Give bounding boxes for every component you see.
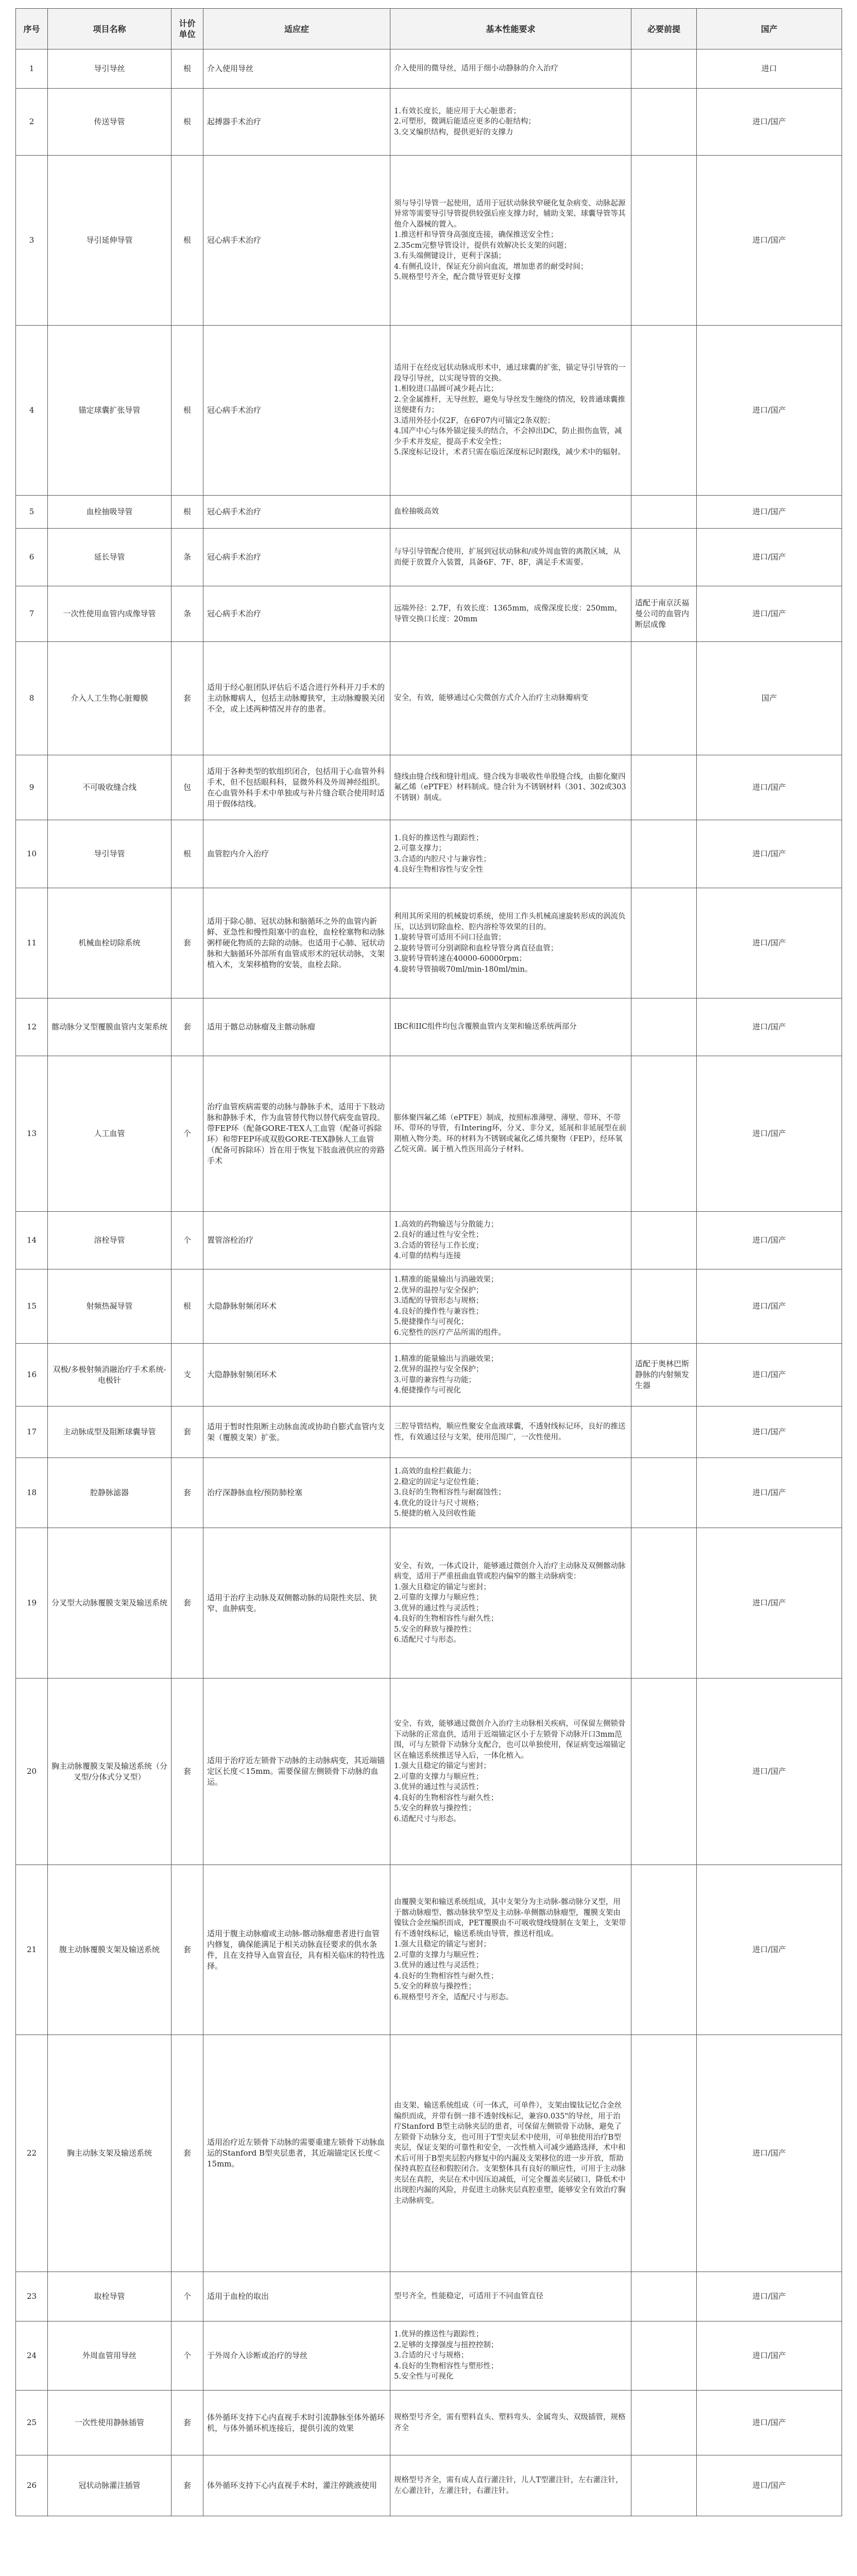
- table-row: [16, 1458, 842, 1528]
- cell-pre: [631, 1406, 697, 1458]
- cell-pre: [631, 1458, 697, 1528]
- cell-ind: 适用于除心肺、冠状动脉和脑循环之外的血管内新鲜、亚急性和慢性阻塞中的血栓，血栓栓塞物和动脉粥样硬化物质的去除的动脉。也适用于心肺、冠状动脉和大脑循环外部所有血管成形术的冠状动脉，支架植入术，支架移植物的安装，血栓去除。: [203, 888, 390, 998]
- cell-unit: 条: [172, 529, 203, 586]
- cell-ind: 适用于暂时性阻断主动脉血流或协助自膨式血管内支架（覆膜支架）扩张。: [203, 1406, 390, 1458]
- cell-name: 腔静脉滤器: [48, 1458, 172, 1528]
- header-cell: 基本性能要求: [390, 9, 631, 49]
- cell-unit: 套: [172, 1865, 203, 2035]
- cell-unit: 套: [172, 1406, 203, 1458]
- cell-dom: 进口/国产: [697, 156, 842, 326]
- cell-pre: [631, 1269, 697, 1344]
- cell-dom: 国产: [697, 642, 842, 755]
- cell-req: 1.高效的药物输送与分散能力； 2.良好的通过性与安全性； 3.合适的管径与工作长度； 4.可靠的结构与连接: [390, 1212, 631, 1269]
- cell-pre: [631, 1528, 697, 1679]
- cell-name: 外周血管用导丝: [48, 2321, 172, 2391]
- cell-pre: [631, 49, 697, 89]
- cell-pre: 适配于奥林巴斯静脉的内射频发生器: [631, 1344, 697, 1406]
- cell-no: 22: [16, 2035, 48, 2272]
- cell-no: 6: [16, 529, 48, 586]
- table-row: [16, 2272, 842, 2321]
- cell-ind: 起搏器手术治疗: [203, 89, 390, 156]
- cell-unit: 个: [172, 1056, 203, 1212]
- cell-no: 8: [16, 642, 48, 755]
- cell-unit: 根: [172, 156, 203, 326]
- cell-unit: 根: [172, 326, 203, 496]
- cell-req: 1.精准的能量输出与消融效果； 2.优异的温控与安全保护； 3.可靠的兼容性与功能； 4.便捷操作与可视化: [390, 1344, 631, 1406]
- cell-name: 不可吸收缝合线: [48, 755, 172, 820]
- cell-dom: 进口/国产: [697, 755, 842, 820]
- cell-ind: 适用于治疗近左锁骨下动脉的主动脉病变，其近端锚定区长度＜15mm。需要保留左侧锁骨下动脉的血运。: [203, 1679, 390, 1865]
- cell-name: 血栓抽吸导管: [48, 496, 172, 529]
- cell-unit: 套: [172, 1528, 203, 1679]
- cell-req: 安全、有效，能够通过微创介入治疗主动脉相关疾病，可保留左侧锁骨下动脉的正常血供，适用于近端锚定区小于左锁骨下动脉开口3mm范围，可与左锁骨下动脉分支配合，也可以单独使用，保证病变远端锚定区在输送系统推送导入后，一体化植入。 1.强大且稳定的锚定与密封； 2.可靠的支撑力与顺应性； 3.优异的通过性与灵活性； 4.良好的生物相容性与耐久性； 5.安全的释放与操控性； 6.适配尺寸与形态。: [390, 1679, 631, 1865]
- table-row: [16, 1269, 842, 1344]
- table-row: [16, 1865, 842, 2035]
- cell-req: 1.良好的推送性与跟踪性； 2.可靠支撑力； 3.合适的内腔尺寸与兼容性； 4.良好生物相容性与安全性: [390, 820, 631, 888]
- table-row: [16, 2035, 842, 2272]
- cell-unit: 套: [172, 2391, 203, 2455]
- table-row: [16, 820, 842, 888]
- consumables-requirements-table: [15, 8, 842, 2516]
- cell-dom: 进口/国产: [697, 586, 842, 642]
- cell-unit: 根: [172, 496, 203, 529]
- cell-no: 15: [16, 1269, 48, 1344]
- table-body: [16, 49, 842, 2516]
- cell-unit: 条: [172, 586, 203, 642]
- cell-unit: 套: [172, 998, 203, 1056]
- cell-ind: 治疗血管疾病需要的动脉与静脉手术，适用于下肢动脉和静脉手术，作为血管替代物以替代病变血管段。带FEP环（配备GORE-TEX人工血管（配备可拆除环）和带FEP环或双股GORE-TEX静脉人工血管（配备可拆除环）旨在用于恢复下肢血液供应的旁路手术: [203, 1056, 390, 1212]
- cell-dom: 进口/国产: [697, 998, 842, 1056]
- cell-no: 21: [16, 1865, 48, 2035]
- header-cell: 项目名称: [48, 9, 172, 49]
- cell-pre: [631, 998, 697, 1056]
- cell-ind: 适用治疗近左锁骨下动脉的需要重建左锁骨下动脉血运的Stanford B型夹层患者，其近端锚定区长度＜15mm。: [203, 2035, 390, 2272]
- cell-no: 26: [16, 2455, 48, 2516]
- cell-pre: [631, 1679, 697, 1865]
- cell-no: 20: [16, 1679, 48, 1865]
- table-row: [16, 529, 842, 586]
- cell-dom: 进口/国产: [697, 1458, 842, 1528]
- table-row: [16, 998, 842, 1056]
- cell-unit: 套: [172, 642, 203, 755]
- cell-unit: 根: [172, 89, 203, 156]
- cell-req: 由支架、输送系统组成（可一体式，可单件），支架由镍钛记忆合金丝编织而成，并带有倒一排不透射线标记，兼容0.035"的导丝，用于治疗Stanford B型主动脉夹层的患者，可保留左侧锁骨下动脉，避免了左锁骨下动脉分支，也可用于T型夹层术中使用，可单独使用治疗B型夹层，保证支架的可靠性和安全，一次性植入可减少通路选择，术中和术后可用于B型夹层腔内修复中的内漏及支架移位的进一步开放，帮助保持真腔直径和假腔闭合。支架整体具有良好的顺应性，可用于主动脉夹层在真腔，夹层在术中因压迫减低，可完全覆盖夹层破口，降低术中出现腔内漏的风险，并促进主动脉夹层真腔重塑，能够安全有效治疗胸主动脉病变。: [390, 2035, 631, 2272]
- cell-pre: [631, 1212, 697, 1269]
- cell-ind: 适用于血栓的取出: [203, 2272, 390, 2321]
- cell-req: 利用其所采用的机械旋切系统，使用工作头机械高速旋转形成的涡流负压，以达到切除血栓、腔内溶栓等效果的目的。 1.旋转导管可适用不同口径血管； 2.旋转导管可分别剥除和血栓导管分离直径血管； 3.旋转导管转速在40000-60000rpm； 4.旋转导管抽吸70ml/min-180ml/min。: [390, 888, 631, 998]
- cell-no: 16: [16, 1344, 48, 1406]
- cell-pre: [631, 2391, 697, 2455]
- cell-no: 10: [16, 820, 48, 888]
- cell-ind: 体外循环支持下心内直视手术时引流静脉至体外循环机，与体外循环机连接后，提供引流的效果: [203, 2391, 390, 2455]
- cell-dom: 进口/国产: [697, 1528, 842, 1679]
- cell-ind: 治疗深静脉血栓/预防肺栓塞: [203, 1458, 390, 1528]
- cell-unit: 个: [172, 1212, 203, 1269]
- cell-no: 2: [16, 89, 48, 156]
- cell-unit: 根: [172, 1269, 203, 1344]
- cell-pre: 适配于南京沃福曼公司的血管内断层成像: [631, 586, 697, 642]
- cell-ind: 冠心病手术治疗: [203, 529, 390, 586]
- cell-dom: 进口/国产: [697, 2455, 842, 2516]
- cell-req: 远端外径：2.7F，有效长度：1365mm，成像深度长度：250mm，导管交换口长度：20mm: [390, 586, 631, 642]
- table-row: [16, 1344, 842, 1406]
- cell-unit: 套: [172, 1458, 203, 1528]
- table-row: [16, 1056, 842, 1212]
- cell-dom: 进口/国产: [697, 1406, 842, 1458]
- cell-name: 主动脉成型及阻断球囊导管: [48, 1406, 172, 1458]
- cell-ind: 冠心病手术治疗: [203, 496, 390, 529]
- cell-req: 与导引导管配合使用，扩展到冠状动脉和/或外周血管的离散区域，从而便于放置介入装置，具备6F、7F、8F，满足手术需要。: [390, 529, 631, 586]
- cell-name: 导引导丝: [48, 49, 172, 89]
- cell-name: 射频热凝导管: [48, 1269, 172, 1344]
- table-row: [16, 326, 842, 496]
- cell-name: 延长导管: [48, 529, 172, 586]
- cell-unit: 套: [172, 1679, 203, 1865]
- cell-dom: 进口/国产: [697, 1865, 842, 2035]
- cell-ind: 冠心病手术治疗: [203, 326, 390, 496]
- cell-pre: [631, 1865, 697, 2035]
- cell-ind: 大隐静脉射频闭环术: [203, 1344, 390, 1406]
- cell-req: 型号齐全，性能稳定，可适用于不同血管直径: [390, 2272, 631, 2321]
- cell-unit: 个: [172, 2272, 203, 2321]
- cell-req: 由覆膜支架和输送系统组成，其中支架分为主动脉-髂动脉分叉型，用于髂动脉瘤型、髂动脉狭窄型及主动脉-单侧髂动脉瘤型，覆膜支架由镍钛合金丝编织而成，PET覆膜由不可吸收缝线缝制在支架上，支架带有不透射线标记，输送系统由导管，推送杆组成。 1.强大且稳定的锚定与密封； 2.可靠的支撑力与顺应性； 3.优异的通过性与灵活性； 4.良好的生物相容性与耐久性； 5.安全的释放与操控性； 6.规格型号齐全，适配尺寸与形态。: [390, 1865, 631, 2035]
- procurement-table-sheet: [15, 8, 842, 2516]
- table-row: [16, 49, 842, 89]
- table-row: [16, 888, 842, 998]
- cell-ind: 冠心病手术治疗: [203, 586, 390, 642]
- cell-no: 19: [16, 1528, 48, 1679]
- cell-name: 一次性使用静脉插管: [48, 2391, 172, 2455]
- cell-dom: 进口/国产: [697, 1679, 842, 1865]
- table-row: [16, 2455, 842, 2516]
- cell-name: 髂动脉分叉型覆膜血管内支架系统: [48, 998, 172, 1056]
- cell-name: 人工血管: [48, 1056, 172, 1212]
- cell-dom: 进口/国产: [697, 326, 842, 496]
- cell-req: 缝线由缝合线和缝针组成。缝合线为非吸收性单股缝合线，由膨化聚四氟乙烯（ePTFE）材料制成。缝合针为不锈钢材料（301、302或303不锈钢）制成。: [390, 755, 631, 820]
- cell-dom: 进口/国产: [697, 2391, 842, 2455]
- cell-dom: 进口/国产: [697, 1269, 842, 1344]
- cell-ind: 适用于腹主动脉瘤或主动脉-髂动脉瘤患者进行血管内修复，确保能满足于相关动脉直径要求的供水条件，且在支持导入血管直径，具有相关临床的特性选择。: [203, 1865, 390, 2035]
- cell-req: 1.优异的推送性与跟踪性； 2.足够的支撑强度与扭控控制； 3.合适的尺寸与规格； 4.良好的生物相容性与塑形性； 5.安全性与可视化: [390, 2321, 631, 2391]
- cell-ind: 血管腔内介入治疗: [203, 820, 390, 888]
- cell-name: 传送导管: [48, 89, 172, 156]
- cell-dom: 进口/国产: [697, 496, 842, 529]
- cell-name: 胸主动脉支架及输送系统: [48, 2035, 172, 2272]
- cell-ind: 适用于髂总动脉瘤及主髂动脉瘤: [203, 998, 390, 1056]
- cell-req: IBC和IIC组件均包含覆膜血管内支架和输送系统两部分: [390, 998, 631, 1056]
- cell-name: 溶栓导管: [48, 1212, 172, 1269]
- table-row: [16, 496, 842, 529]
- cell-req: 介入使用的微导丝，适用于细小动静脉的介入治疗: [390, 49, 631, 89]
- cell-dom: 进口/国产: [697, 1056, 842, 1212]
- cell-no: 18: [16, 1458, 48, 1528]
- cell-dom: 进口/国产: [697, 2035, 842, 2272]
- table-row: [16, 642, 842, 755]
- table-row: [16, 1212, 842, 1269]
- cell-no: 13: [16, 1056, 48, 1212]
- cell-name: 导引延伸导管: [48, 156, 172, 326]
- cell-ind: 大隐静脉射频闭环术: [203, 1269, 390, 1344]
- cell-unit: 支: [172, 1344, 203, 1406]
- cell-ind: 介入使用导丝: [203, 49, 390, 89]
- cell-name: 双极/多极射频消融治疗手术系统-电极针: [48, 1344, 172, 1406]
- cell-pre: [631, 89, 697, 156]
- cell-name: 分叉型大动脉覆膜支架及输送系统: [48, 1528, 172, 1679]
- header-cell: 序号: [16, 9, 48, 49]
- cell-unit: 套: [172, 2035, 203, 2272]
- cell-pre: [631, 755, 697, 820]
- cell-ind: 于外周介入诊断或治疗的导丝: [203, 2321, 390, 2391]
- cell-name: 取栓导管: [48, 2272, 172, 2321]
- table-header-row: [16, 9, 842, 49]
- cell-pre: [631, 326, 697, 496]
- table-row: [16, 755, 842, 820]
- cell-no: 17: [16, 1406, 48, 1458]
- cell-req: 1.精准的能量输出与消融效果； 2.优异的温控与安全保护； 3.适配的导管形态与规格； 4.良好的操作性与兼容性； 5.便捷操作与可视化； 6.完整性的医疗产品所需的组件。: [390, 1269, 631, 1344]
- cell-no: 3: [16, 156, 48, 326]
- cell-pre: [631, 2455, 697, 2516]
- table-row: [16, 586, 842, 642]
- cell-name: 一次性使用血管内成像导管: [48, 586, 172, 642]
- cell-req: 安全，有效，能够通过心尖微创方式介入治疗主动脉瓣病变: [390, 642, 631, 755]
- cell-pre: [631, 1056, 697, 1212]
- cell-pre: [631, 2321, 697, 2391]
- cell-unit: 包: [172, 755, 203, 820]
- header-cell: 计价单位: [172, 9, 203, 49]
- cell-unit: 个: [172, 2321, 203, 2391]
- table-row: [16, 1406, 842, 1458]
- cell-dom: 进口/国产: [697, 1212, 842, 1269]
- cell-name: 导引导管: [48, 820, 172, 888]
- cell-pre: [631, 529, 697, 586]
- cell-pre: [631, 2035, 697, 2272]
- cell-dom: 进口/国产: [697, 888, 842, 998]
- cell-req: 1.高效的血栓拦截能力； 2.稳定的固定与定位性能； 3.良好的生物相容性与耐腐蚀性； 4.优化的设计与尺寸规格； 5.便捷的植入及回收性能: [390, 1458, 631, 1528]
- cell-dom: 进口/国产: [697, 820, 842, 888]
- header-cell: 国产: [697, 9, 842, 49]
- cell-req: 安全、有效，一体式设计，能够通过微创介入治疗主动脉及双侧髂动脉病变，适用于严重扭曲血管或腔内偏窄的髂主动脉病变： 1.强大且稳定的锚定与密封； 2.可靠的支撑力与顺应性； 3.优异的通过性与灵活性； 4.良好的生物相容性与耐久性； 5.安全的释放与操控性； 6.适配尺寸与形态。: [390, 1528, 631, 1679]
- cell-dom: 进口/国产: [697, 1344, 842, 1406]
- cell-ind: 适用于经心脏团队评估后不适合进行外科开刀手术的主动脉瓣病人，包括主动脉瓣狭窄，主动脉瓣膜关闭不全，或上述两种情况并存的患者。: [203, 642, 390, 755]
- cell-no: 12: [16, 998, 48, 1056]
- cell-unit: 根: [172, 49, 203, 89]
- cell-req: 三腔导管结构，顺应性聚安全血液球囊，不透射线标记环，良好的推送性，有效通过径与支架，使用范围广，一次性使用。: [390, 1406, 631, 1458]
- cell-no: 25: [16, 2391, 48, 2455]
- cell-no: 5: [16, 496, 48, 529]
- cell-req: 1.有效长度长，能应用于大心脏患者； 2.可塑形，微调后能适应更多的心脏结构； 3.交叉编织结构，提供更好的支撑力: [390, 89, 631, 156]
- cell-ind: 适用于各种类型的软组织闭合，包括用于心血管外科手术，但不包括眼科科，显微外科及外周神经组织。在心血管外科手术中单独或与补片缝合联合使用时适用于假体结线。: [203, 755, 390, 820]
- cell-name: 胸主动脉覆膜支架及输送系统（分叉型/分体式分叉型）: [48, 1679, 172, 1865]
- cell-req: 膨体聚四氟乙烯（ePTFE）制成，按照标准薄壁、薄壁、带环、不带环、带环的导管，有Intering环，分叉、非分叉，延展和非延展型在前期植入物分类。环的材料为不锈钢或氟化乙烯共聚物（FEP），经环氧乙烷灭菌。属于植入性医用高分子材料。: [390, 1056, 631, 1212]
- table-row: [16, 2321, 842, 2391]
- cell-no: 24: [16, 2321, 48, 2391]
- cell-name: 介入人工生物心脏瓣膜: [48, 642, 172, 755]
- cell-ind: 适用于治疗主动脉及双侧髂动脉的局限性夹层、狭窄、血肿病变。: [203, 1528, 390, 1679]
- cell-pre: [631, 888, 697, 998]
- table-row: [16, 1679, 842, 1865]
- cell-unit: 套: [172, 888, 203, 998]
- cell-no: 14: [16, 1212, 48, 1269]
- cell-no: 23: [16, 2272, 48, 2321]
- cell-name: 机械血栓切除系统: [48, 888, 172, 998]
- cell-req: 适用于在经皮冠状动脉成形术中，通过球囊的扩张，锚定导引导管的一段导引导丝，以实现导管的交换。 1.相较进口晶圆可减少耗占比； 2.全金属推杆，无导丝腔，避免与导丝发生缠绕的情况，较普通球囊推送便捷有力； 3.适用外径小仅2F，在6F07内可锚定2条双腔； 4.国产中心与体外锚定接头的结合，不会掉出DC，防止损伤血管，减少手术并发症，提高手术安全性； 5.深度标记设计，术者只需在临近深度标记时跟线，减少术中的辐射。: [390, 326, 631, 496]
- header-cell: 适应症: [203, 9, 390, 49]
- cell-name: 锚定球囊扩张导管: [48, 326, 172, 496]
- table-row: [16, 1528, 842, 1679]
- cell-dom: 进口: [697, 49, 842, 89]
- cell-ind: 冠心病手术治疗: [203, 156, 390, 326]
- cell-req: 规格型号齐全，需有成人直行灌注针，儿人T型灌注针，左右灌注针，左心灌注针，左灌注针，右灌注针。: [390, 2455, 631, 2516]
- cell-pre: [631, 496, 697, 529]
- cell-pre: [631, 2272, 697, 2321]
- cell-req: 血栓抽吸高效: [390, 496, 631, 529]
- cell-dom: 进口/国产: [697, 2272, 842, 2321]
- cell-no: 4: [16, 326, 48, 496]
- table-row: [16, 156, 842, 326]
- cell-pre: [631, 820, 697, 888]
- cell-unit: 套: [172, 2455, 203, 2516]
- cell-req: 规格型号齐全，需有塑料直头、塑料弯头、金属弯头、双级插管，规格齐全: [390, 2391, 631, 2455]
- cell-unit: 根: [172, 820, 203, 888]
- cell-no: 1: [16, 49, 48, 89]
- header-cell: 必要前提: [631, 9, 697, 49]
- cell-ind: 体外循环支持下心内直视手术时，灌注停跳液使用: [203, 2455, 390, 2516]
- cell-no: 9: [16, 755, 48, 820]
- cell-req: 须与导引导管一起使用，适用于冠状动脉狭窄硬化复杂病变、动脉起源异常等需要导引导管提供较强后座支撑力时，辅助支架、球囊导管等其他介入器械的置入。 1.推送杆和导管身高强度连接，确保推送安全性； 2.35cm完整导管设计，提供有效解决长支架的问题； 3.有头端侧键设计，更利于深插； 4.有侧孔设计，保证充分前向血流，增加患者的耐受时间； 5.规格型号齐全，配合微导管更好支撑: [390, 156, 631, 326]
- cell-name: 冠状动脉灌注插管: [48, 2455, 172, 2516]
- cell-name: 腹主动脉覆膜支架及输送系统: [48, 1865, 172, 2035]
- cell-ind: 置管溶栓治疗: [203, 1212, 390, 1269]
- cell-dom: 进口/国产: [697, 2321, 842, 2391]
- cell-no: 7: [16, 586, 48, 642]
- cell-no: 11: [16, 888, 48, 998]
- cell-pre: [631, 642, 697, 755]
- table-row: [16, 89, 842, 156]
- cell-dom: 进口/国产: [697, 529, 842, 586]
- table-row: [16, 2391, 842, 2455]
- cell-dom: 进口/国产: [697, 89, 842, 156]
- cell-pre: [631, 156, 697, 326]
